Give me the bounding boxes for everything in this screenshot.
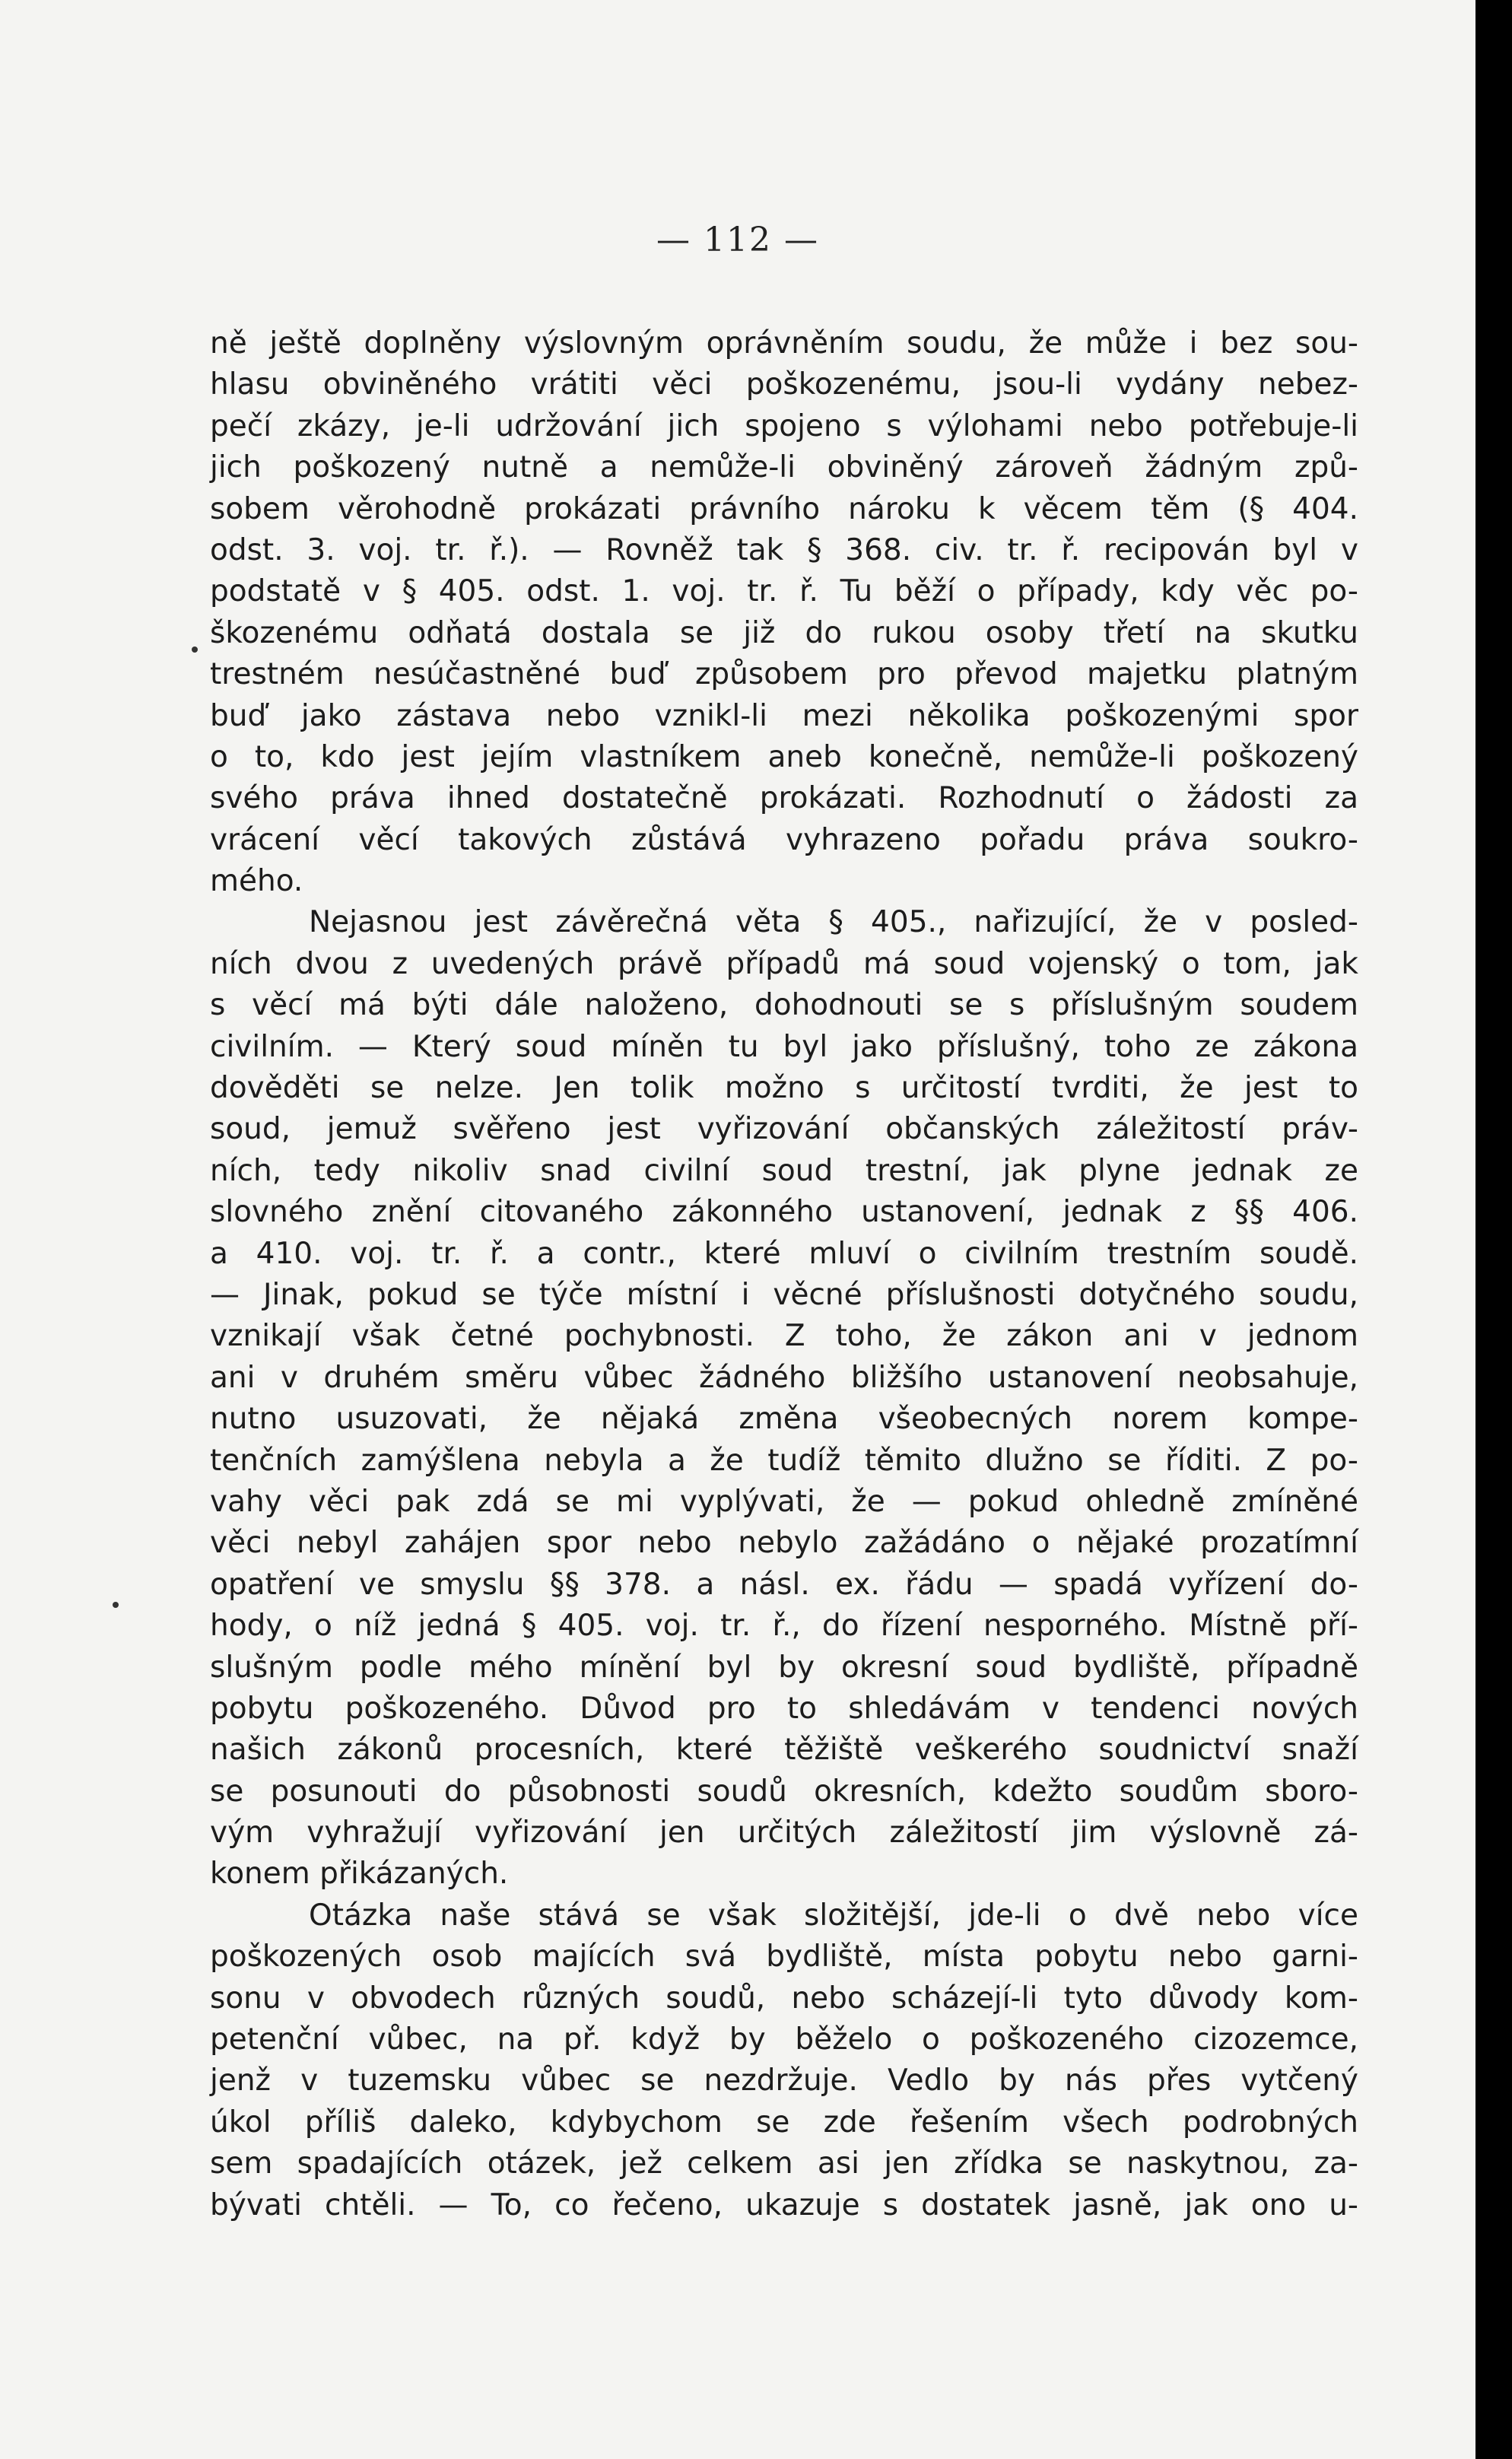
- text-line: trestném nesúčastněné buď způsobem pro převod majetku platným: [210, 657, 1358, 692]
- text-line: — Jinak, pokud se týče místní i věcné příslušnosti dotyčného soudu,: [210, 1277, 1358, 1312]
- text-line: svého práva ihned dostatečně prokázati. Rozhodnutí o žádosti za: [210, 781, 1358, 816]
- text-line: o to, kdo jest jejím vlastníkem aneb konečně, nemůže-li poškozený: [210, 739, 1358, 774]
- text-line: vahy věci pak zdá se mi vyplývati, že — pokud ohledně zmíněné: [210, 1484, 1358, 1519]
- text-line: slovného znění citovaného zákonného ustanovení, jednak z §§ 406.: [210, 1195, 1358, 1230]
- body-text: [210, 323, 1358, 2226]
- text-line: sonu v obvodech různých soudů, nebo scházejí-li tyto důvody kom-: [210, 1981, 1358, 2016]
- text-line: poškozených osob majících svá bydliště, místa pobytu nebo garni-: [210, 1940, 1358, 1975]
- text-line: a 410. voj. tr. ř. a contr., které mluví o civilním trestním soudě.: [210, 1236, 1358, 1271]
- text-line: úkol příliš daleko, kdybychom se zde řešením všech podrobných: [210, 2105, 1358, 2140]
- paragraph: [210, 902, 1358, 1895]
- text-line: civilním. — Který soud míněn tu byl jako příslušný, toho ze zákona: [210, 1029, 1358, 1064]
- text-line: věci nebyl zahájen spor nebo nebylo zažádáno o nějaké prozatímní: [210, 1526, 1358, 1561]
- text-line: tenčních zamýšlena nebyla a že tudíž těmito dlužno se říditi. Z po-: [210, 1443, 1358, 1478]
- text-line: bývati chtěli. — To, co řečeno, ukazuje s dostatek jasně, jak ono u-: [210, 2187, 1358, 2222]
- text-line: pečí zkázy, je-li udržování jich spojeno s výlohami nebo potřebuje-li: [210, 408, 1358, 443]
- text-line: škozenému odňatá dostala se již do rukou osoby třetí na skutku: [210, 615, 1358, 650]
- text-line: ních dvou z uvedených právě případů má soud vojenský o tom, jak: [210, 946, 1358, 981]
- text-line: hlasu obviněného vrátiti věci poškozenému, jsou-li vydány nebez-: [210, 367, 1358, 402]
- text-line: Otázka naše stává se však složitější, jde-li o dvě nebo více: [309, 1898, 1358, 1933]
- text-line: pobytu poškozeného. Důvod pro to shledávám v tendenci nových: [210, 1691, 1358, 1726]
- text-line: petenční vůbec, na př. když by běželo o poškozeného cizozemce,: [210, 2022, 1358, 2057]
- text-line: podstatě v § 405. odst. 1. voj. tr. ř. Tu běží o případy, kdy věc po-: [210, 574, 1358, 609]
- text-line: ních, tedy nikoliv snad civilní soud trestní, jak plyne jednak ze: [210, 1153, 1358, 1188]
- text-line: ani v druhém směru vůbec žádného bližšího ustanovení neobsahuje,: [210, 1360, 1358, 1395]
- scan-speck: [113, 1602, 119, 1608]
- text-line: sem spadajících otázek, jež celkem asi jen zřídka se naskytnou, za-: [210, 2146, 1358, 2181]
- text-line: nutno usuzovati, že nějaká změna všeobecných norem kompe-: [210, 1402, 1358, 1437]
- text-line: jich poškozený nutně a nemůže-li obviněný zároveň žádným způ-: [210, 450, 1358, 485]
- text-line: opatření ve smyslu §§ 378. a násl. ex. řádu — spadá vyřízení do-: [210, 1567, 1358, 1602]
- text-line: vznikají však četné pochybnosti. Z toho, že zákon ani v jednom: [210, 1319, 1358, 1354]
- text-line: jenž v tuzemsku vůbec se nezdržuje. Vedlo by nás přes vytčený: [210, 2063, 1358, 2098]
- text-line: dověděti se nelze. Jen tolik možno s určitostí tvrditi, že jest to: [210, 1071, 1358, 1106]
- text-line: mého.: [210, 864, 303, 899]
- text-line: sobem věrohodně prokázati právního nároku k věcem těm (§ 404.: [210, 491, 1358, 526]
- text-line: vým vyhražují vyřizování jen určitých záležitostí jim výslovně zá-: [210, 1816, 1358, 1851]
- text-line: s věcí má býti dále naloženo, dohodnouti se s příslušným soudem: [210, 988, 1358, 1023]
- text-line: soud, jemuž svěřeno jest vyřizování občanských záležitostí práv-: [210, 1112, 1358, 1147]
- text-line: buď jako zástava nebo vznikl-li mezi několika poškozenými spor: [210, 698, 1358, 733]
- page-number: — 112 —: [656, 221, 819, 259]
- paragraph: [210, 1895, 1358, 2226]
- text-line: hody, o níž jedná § 405. voj. tr. ř., do řízení nesporného. Místně pří-: [210, 1609, 1358, 1644]
- text-line: vrácení věcí takových zůstává vyhrazeno pořadu práva soukro-: [210, 822, 1358, 857]
- text-line: konem přikázaných.: [210, 1857, 509, 1892]
- text-line: slušným podle mého mínění byl by okresní soud bydliště, případně: [210, 1650, 1358, 1685]
- paragraph: [210, 323, 1358, 902]
- text-line: ně ještě doplněny výslovným oprávněním soudu, že může i bez sou-: [210, 326, 1358, 361]
- scan-speck: [192, 647, 198, 653]
- text-line: našich zákonů procesních, které těžiště veškerého soudnictví snaží: [210, 1733, 1358, 1768]
- text-line: odst. 3. voj. tr. ř.). — Rovněž tak § 368. civ. tr. ř. recipován byl v: [210, 532, 1358, 567]
- text-line: Nejasnou jest závěrečná věta § 405., nařizující, že v posled-: [309, 905, 1358, 940]
- scan-border: [1475, 0, 1512, 2459]
- text-line: se posunouti do působnosti soudů okresních, kdežto soudům sboro-: [210, 1774, 1358, 1809]
